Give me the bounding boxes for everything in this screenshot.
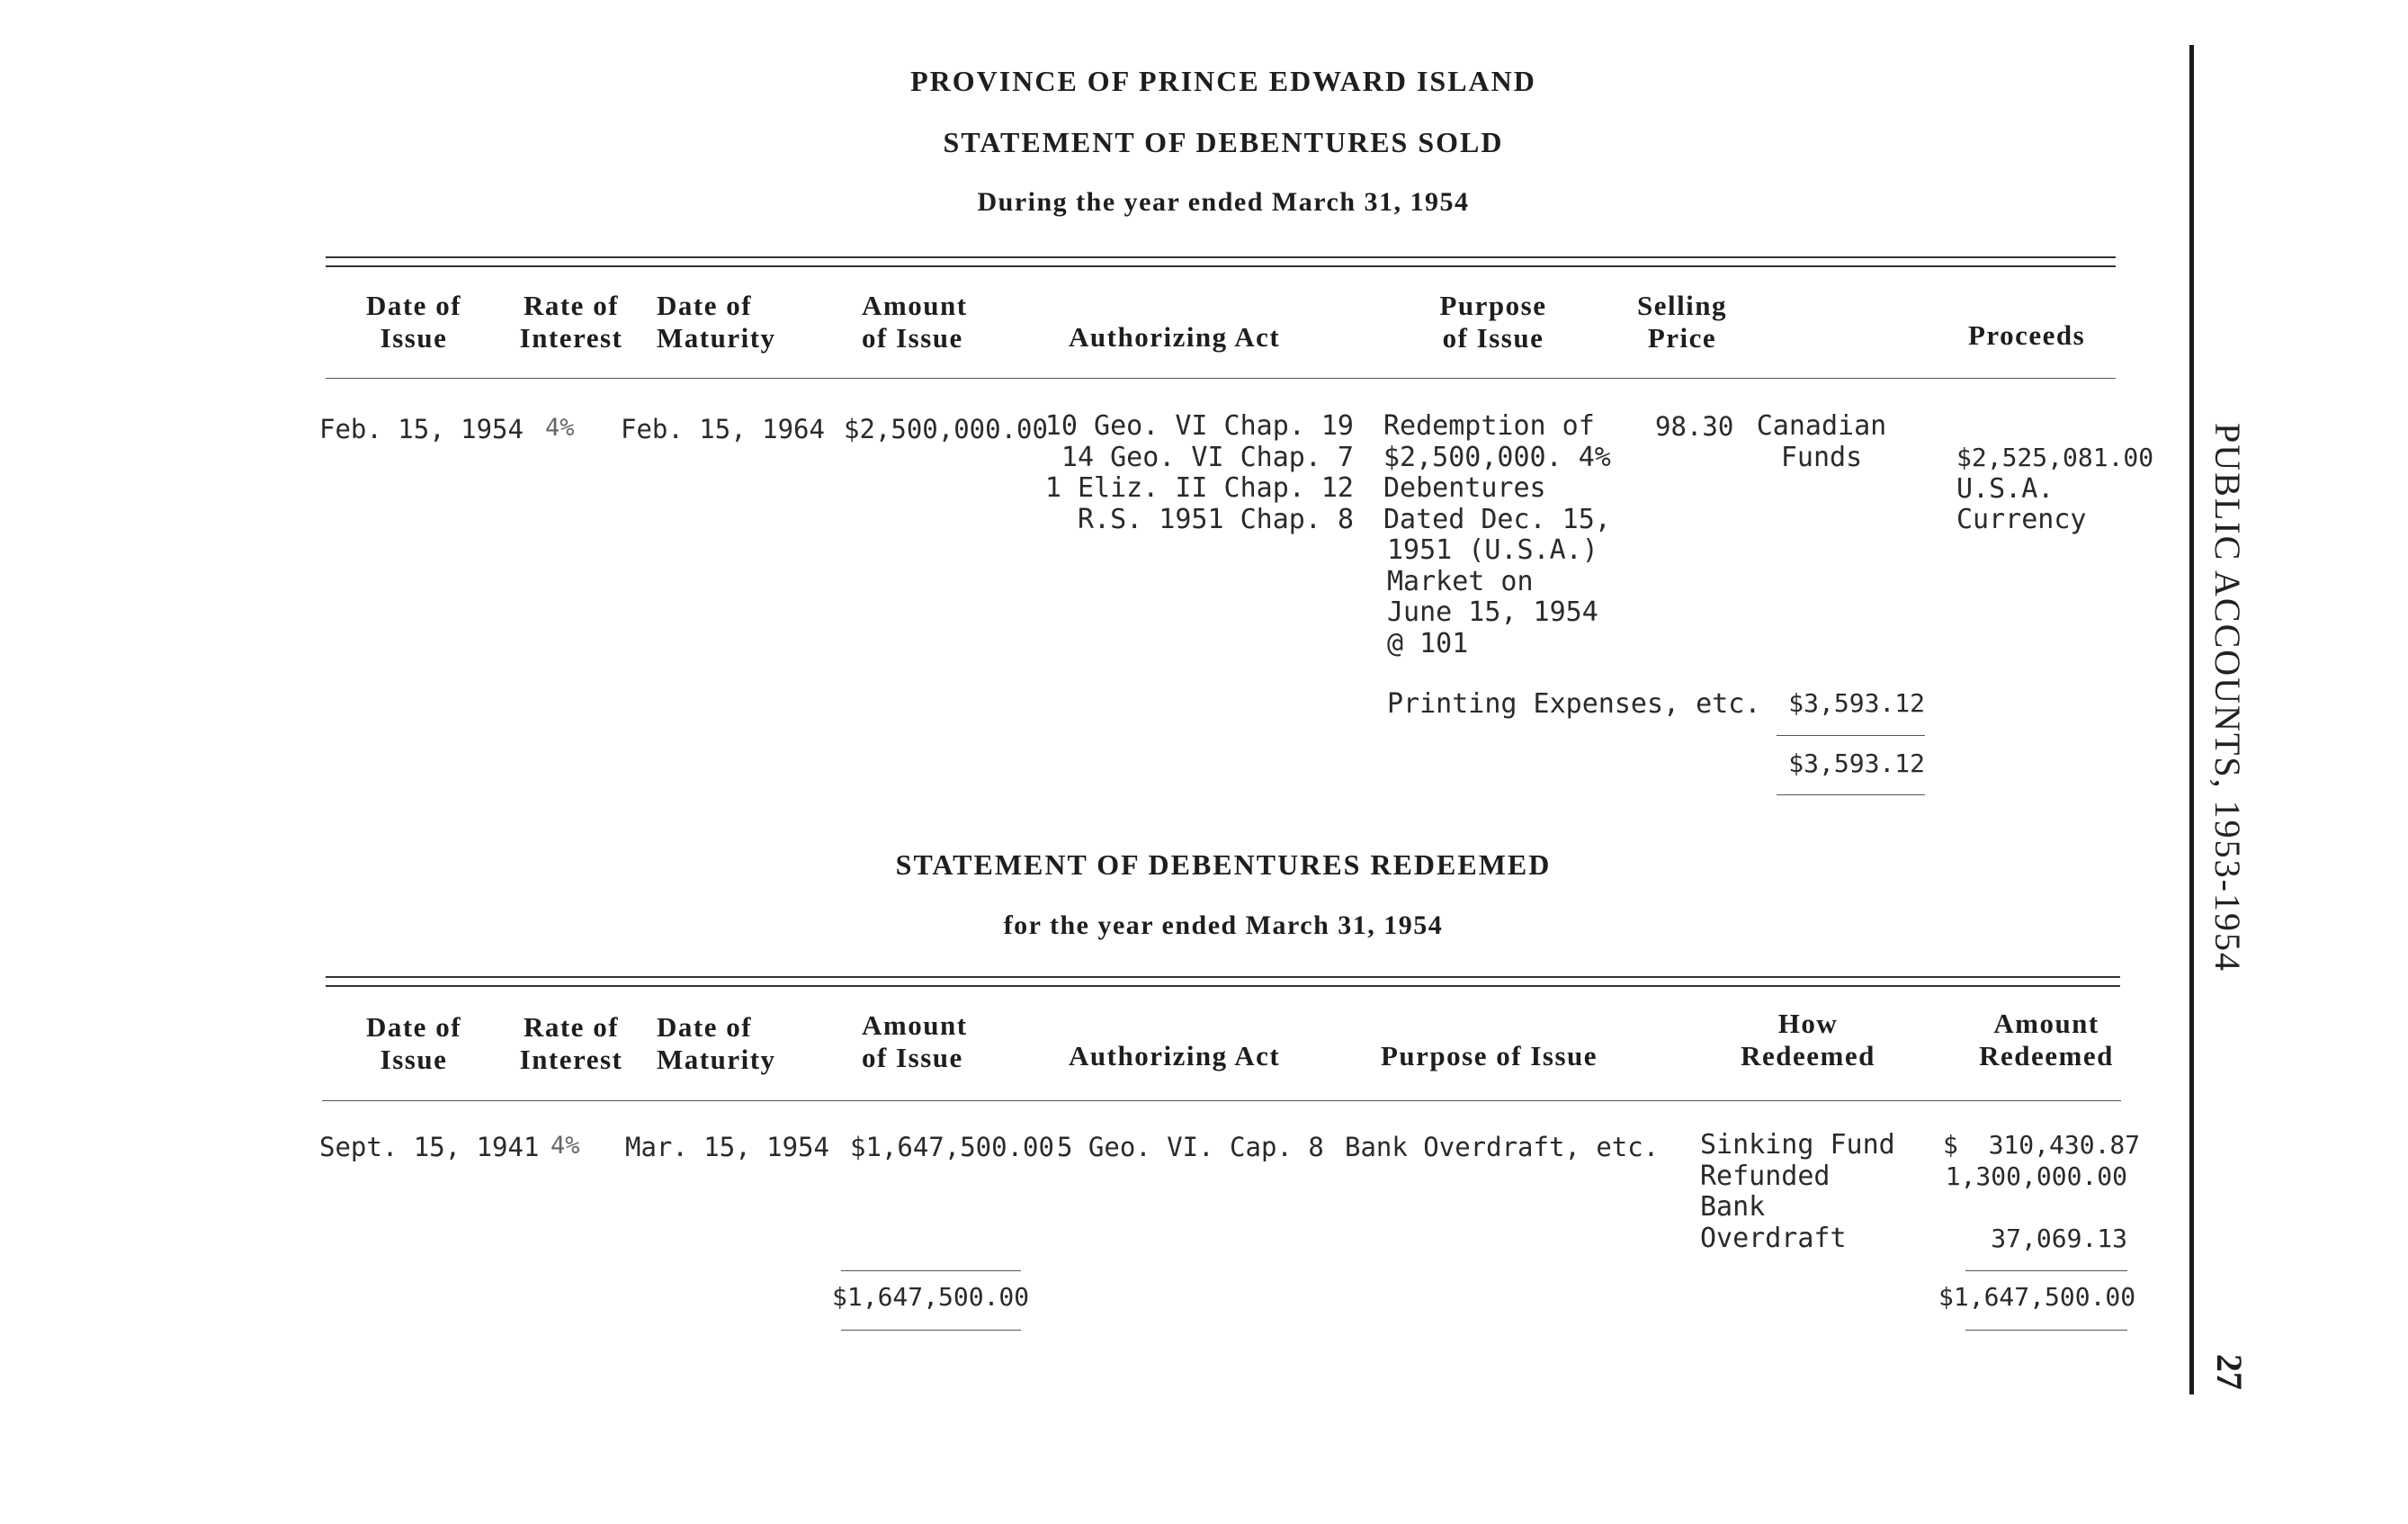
- purpose-line: Dated Dec. 15,: [1383, 503, 1611, 535]
- margin-rule: [2189, 45, 2194, 1394]
- how-line: Overdraft: [1700, 1222, 1847, 1254]
- amount-line: 37,069.13: [1991, 1223, 2127, 1253]
- purpose-line: Debentures: [1383, 472, 1546, 504]
- sold-rate: 4%: [545, 414, 575, 442]
- sold-col-date-issue: Date of Issue: [365, 290, 462, 354]
- proceeds-currency: Currency: [1956, 504, 2087, 535]
- redeemed-total-top-rule: [1965, 1270, 2127, 1271]
- statement-title-sold: STATEMENT OF DEBENTURES SOLD: [943, 126, 1504, 158]
- redeemed-col-amount: Amount of Issue: [862, 1009, 968, 1073]
- sold-funds: Canadian Funds: [1756, 410, 1887, 473]
- sold-top-rule-2: [326, 265, 2116, 267]
- printing-expenses-total: $3,593.12: [1788, 749, 1925, 778]
- redeemed-col-purpose: Purpose of Issue: [1381, 1040, 1598, 1071]
- redeemed-col-how: How Redeemed: [1741, 1008, 1875, 1071]
- amount-line: 1,300,000.00: [1945, 1161, 2127, 1191]
- purpose-line: Market on: [1387, 565, 1534, 597]
- sold-price: 98.30: [1655, 411, 1734, 442]
- printing-expenses-label: Printing Expenses, etc.: [1387, 688, 1761, 720]
- redeemed-col-rate: Rate of Interest: [519, 1011, 623, 1075]
- page-number: 27: [2209, 1354, 2250, 1390]
- act-line: 1 Eliz. II Chap. 12: [1044, 472, 1354, 504]
- sold-col-maturity: Date of Maturity: [657, 290, 776, 354]
- sold-date-issue: Feb. 15, 1954: [319, 414, 524, 444]
- sold-col-act: Authorizing Act: [1069, 321, 1281, 353]
- purpose-line: Redemption of: [1383, 410, 1595, 442]
- redeemed-date-issue: Sept. 15, 1941: [319, 1132, 540, 1162]
- act-line: 10 Geo. VI Chap. 19: [1044, 410, 1354, 442]
- issue-total-top-rule: [841, 1270, 1021, 1271]
- sold-proceeds: [1956, 443, 2153, 536]
- sold-col-rate: Rate of Interest: [519, 290, 623, 354]
- statement-title-redeemed: STATEMENT OF DEBENTURES REDEEMED: [895, 848, 1552, 881]
- purpose-line: @ 101: [1387, 627, 1469, 659]
- redeemed-top-rule-2: [326, 985, 2120, 987]
- redeemed-total-amount: $1,647,500.00: [1938, 1282, 2136, 1312]
- sold-col-price: Selling Price: [1636, 290, 1728, 354]
- issue-total-bottom-rule: [841, 1330, 1021, 1331]
- how-line: Sinking Fund: [1700, 1129, 1895, 1161]
- redeemed-top-rule-1: [326, 976, 2120, 978]
- running-head: PUBLIC ACCOUNTS, 1953-1954: [2207, 423, 2248, 973]
- redeemed-maturity: Mar. 15, 1954: [625, 1132, 829, 1162]
- page-title: PROVINCE OF PRINCE EDWARD ISLAND: [910, 65, 1536, 97]
- redeemed-purpose: Bank Overdraft, etc.: [1345, 1132, 1660, 1162]
- redeemed-total-issue: $1,647,500.00: [832, 1282, 1030, 1312]
- printing-expenses-amount: $3,593.12: [1788, 688, 1925, 718]
- sold-top-rule-1: [326, 256, 2116, 258]
- proceeds-amount: $2,525,081.00: [1956, 443, 2154, 472]
- sold-acts: [1043, 411, 1354, 535]
- amount-line: [1943, 1192, 2127, 1224]
- sold-col-proceeds: Proceeds: [1968, 319, 2086, 351]
- redeemed-rate: 4%: [551, 1132, 580, 1160]
- redeemed-amounts: [1943, 1130, 2141, 1254]
- statement-period-redeemed: for the year ended March 31, 1954: [1003, 910, 1444, 940]
- sold-col-purpose: Purpose of Issue: [1439, 290, 1547, 354]
- proceeds-currency: U.S.A.: [1956, 472, 2054, 505]
- redeemed-total-bottom-rule: [1965, 1330, 2127, 1331]
- printing-subtotal-rule: [1777, 735, 1925, 736]
- redeemed-amount: $1,647,500.00: [850, 1132, 1054, 1162]
- redeemed-header-rule: [322, 1100, 2121, 1101]
- purpose-line: $2,500,000. 4%: [1383, 441, 1611, 473]
- statement-period-sold: During the year ended March 31, 1954: [977, 187, 1470, 217]
- redeemed-col-maturity: Date of Maturity: [657, 1011, 776, 1075]
- redeemed-col-act: Authorizing Act: [1069, 1040, 1281, 1071]
- sold-header-rule: [326, 378, 2116, 379]
- act-line: 14 Geo. VI Chap. 7: [1061, 441, 1354, 473]
- sold-maturity: Feb. 15, 1964: [621, 414, 825, 444]
- how-line: Refunded: [1700, 1160, 1831, 1192]
- redeemed-col-date-issue: Date of Issue: [365, 1011, 462, 1075]
- purpose-line: June 15, 1954: [1387, 596, 1598, 628]
- how-line: Bank: [1700, 1191, 1766, 1223]
- sold-col-amount: Amount of Issue: [862, 290, 968, 354]
- amount-line: $ 310,430.87: [1943, 1130, 2141, 1160]
- redeemed-act: 5 Geo. VI. Cap. 8: [1057, 1132, 1324, 1162]
- sold-amount: $2,500,000.00: [844, 414, 1048, 444]
- act-line: R.S. 1951 Chap. 8: [1077, 503, 1354, 535]
- redeemed-how: [1700, 1130, 1895, 1254]
- sold-purpose: [1383, 411, 1611, 659]
- purpose-line: 1951 (U.S.A.): [1387, 534, 1598, 566]
- printing-total-rule: [1777, 794, 1925, 795]
- redeemed-col-amount-redeemed: Amount Redeemed: [1979, 1008, 2114, 1071]
